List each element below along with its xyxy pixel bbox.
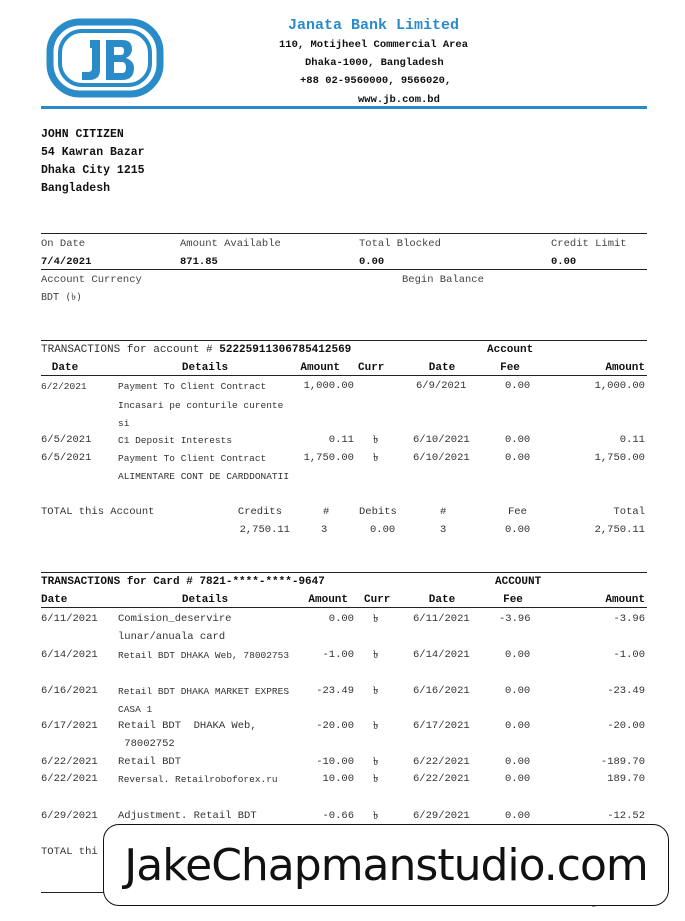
taka-currency-icon: ৳: [373, 612, 379, 625]
fee-total-value: 0.00: [505, 524, 531, 536]
taka-currency-icon: ৳: [373, 451, 379, 464]
summary-top-rule: [41, 233, 647, 234]
table-row-total: 1,750.00: [594, 452, 645, 464]
table-row-total: -12.52: [607, 810, 645, 822]
count2-label: #: [440, 506, 447, 518]
table-row-details: Retail BDT: [118, 756, 182, 768]
table-row-date: 6/5/2021: [41, 452, 92, 464]
table-row-fee: 0.00: [505, 720, 531, 732]
col-fee: Fee: [503, 594, 523, 606]
card-section-top-rule: [41, 572, 647, 573]
table-row-fee: 0.00: [505, 649, 531, 661]
taka-currency-icon: ৳: [373, 719, 379, 732]
card-totals-label: TOTAL thi: [41, 846, 98, 858]
table-row-date: 6/5/2021: [41, 434, 92, 446]
bank-address-line: 110, Motijheel Commercial Area: [279, 39, 469, 51]
table-row-date2: 6/10/2021: [413, 452, 470, 464]
account-title-prefix: TRANSACTIONS for account #: [41, 344, 213, 356]
table-row-date2: 6/22/2021: [413, 773, 470, 785]
debits-value: 0.00: [370, 524, 396, 536]
table-row-date: 6/2/2021: [41, 381, 87, 392]
table-row-amount: 1,000.00: [303, 380, 354, 392]
credits-label: Credits: [237, 506, 282, 518]
table-row-fee: 0.00: [505, 685, 531, 697]
jb-logo-icon: [46, 18, 164, 98]
total-label: Total: [613, 506, 645, 518]
table-row-details: Payment To Client Contract: [118, 453, 267, 464]
account-number: 52225911306785412569: [219, 344, 352, 356]
col-curr: Curr: [364, 594, 391, 606]
table-row-details-line: CASA 1: [118, 704, 153, 715]
table-row-details: Retail BDT DHAKA Web,: [118, 720, 257, 732]
card-section-title: [41, 576, 325, 588]
taka-currency-icon: ৳: [373, 433, 379, 446]
table-row-details-line: 78002752: [118, 738, 175, 750]
table-row-fee: 0.00: [505, 810, 531, 822]
col-date: Date: [41, 594, 68, 606]
table-row-amount: 10.00: [322, 773, 354, 785]
bank-logo: [46, 18, 164, 98]
col-date2: Date: [428, 362, 456, 374]
table-row-date: 6/22/2021: [41, 756, 98, 768]
table-row-amount: 1,750.00: [303, 452, 354, 464]
table-row-amount: 0.11: [328, 434, 354, 446]
amount-available-label: Amount Available: [180, 238, 281, 250]
table-row-details-line: ALIMENTARE CONT DE CARDDONATII: [118, 471, 290, 482]
bank-address-line: Dhaka-1000, Bangladesh: [305, 57, 444, 69]
table-row-details-line: si: [118, 418, 130, 429]
table-row-details: Payment To Client Contract: [118, 381, 267, 392]
table-row-date2: 6/16/2021: [413, 685, 470, 697]
table-row-date2: 6/14/2021: [413, 649, 470, 661]
table-row-details: Adjustment. Retail BDT: [118, 810, 257, 822]
table-row-details-line: Incasari pe conturile curente: [118, 400, 284, 411]
customer-name: JOHN CITIZEN: [41, 128, 124, 141]
customer-street: 54 Kawran Bazar: [41, 146, 145, 159]
account-section-top-rule: [41, 340, 647, 341]
account-section-title: [41, 344, 351, 356]
table-row-details: Retail BDT DHAKA Web, 78002753: [118, 650, 290, 661]
on-date-label: On Date: [41, 238, 86, 250]
credit-limit-label: Credit Limit: [551, 238, 627, 250]
table-row-total: 189.70: [607, 773, 645, 785]
count1-label: #: [323, 506, 330, 518]
table-row-details-line: lunar/anuala card: [118, 631, 226, 643]
table-row-fee: 0.00: [505, 756, 531, 768]
taka-currency-icon: ৳: [373, 809, 379, 822]
taka-currency-icon: ৳: [373, 648, 379, 661]
count2-value: 3: [440, 524, 447, 536]
summary-mid-rule: [41, 269, 647, 270]
count1-value: 3: [321, 524, 328, 536]
taka-currency-icon: ৳: [373, 755, 379, 768]
debits-label: Debits: [359, 506, 397, 518]
credit-limit-value: 0.00: [551, 256, 577, 268]
taka-currency-icon: ৳: [373, 684, 379, 697]
table-row-fee: 0.00: [505, 452, 531, 464]
table-row-date2: 6/29/2021: [413, 810, 470, 822]
account-totals-label: TOTAL this Account: [41, 506, 155, 518]
customer-city: Dhaka City 1215: [41, 164, 145, 177]
table-row-details: Comision_deservire: [118, 613, 232, 625]
table-row-total: -23.49: [607, 685, 645, 697]
bank-website: www.jb.com.bd: [358, 94, 440, 106]
col-date: Date: [51, 362, 79, 374]
table-row-amount: -10.00: [316, 756, 354, 768]
table-row-date2: 6/10/2021: [413, 434, 470, 446]
col-details: Details: [181, 362, 229, 374]
table-row-details: C1 Deposit Interests: [118, 435, 233, 446]
table-row-amount: -0.66: [322, 810, 354, 822]
card-group-label: ACCOUNT: [495, 576, 542, 588]
table-row-date: 6/22/2021: [41, 773, 98, 785]
table-row-fee: -3.96: [499, 613, 531, 625]
table-row-total: 0.11: [619, 434, 645, 446]
bank-name: Janata Bank Limited: [288, 17, 460, 34]
watermark-text: JakeChapmanstudio.com: [124, 839, 648, 891]
table-row-details: Reversal. Retailroboforex.ru: [118, 774, 278, 785]
header-divider: [41, 106, 647, 109]
table-row-date: 6/29/2021: [41, 810, 98, 822]
table-row-total: -189.70: [600, 756, 645, 768]
account-currency-value: BDT (৳): [41, 292, 83, 303]
table-row-total: -20.00: [607, 720, 645, 732]
card-title-prefix: TRANSACTIONS for Card #: [41, 576, 193, 588]
col-total-amount: Amount: [605, 362, 645, 374]
table-row-amount: 0.00: [328, 613, 354, 625]
col-details: Details: [181, 594, 229, 606]
amount-available-value: 871.85: [180, 256, 218, 268]
credits-value: 2,750.11: [239, 524, 290, 536]
account-group-label: Account: [487, 344, 534, 356]
table-row-date2: 6/22/2021: [413, 756, 470, 768]
table-row-date: 6/17/2021: [41, 720, 98, 732]
col-amount: Amount: [308, 594, 348, 606]
account-currency-label: Account Currency: [41, 274, 142, 286]
total-value: 2,750.11: [594, 524, 645, 536]
total-blocked-label: Total Blocked: [359, 238, 441, 250]
customer-country: Bangladesh: [41, 182, 111, 195]
table-row-date2: 6/17/2021: [413, 720, 470, 732]
taka-currency-icon: ৳: [373, 772, 379, 785]
on-date-value: 7/4/2021: [41, 256, 92, 268]
begin-balance-label: Begin Balance: [402, 274, 484, 286]
account-header-rule: [41, 375, 647, 376]
col-curr: Curr: [358, 362, 385, 374]
col-amount: Amount: [300, 362, 340, 374]
table-row-amount: -23.49: [316, 685, 354, 697]
table-row-fee: 0.00: [505, 434, 531, 446]
col-total-amount: Amount: [605, 594, 645, 606]
watermark-banner: [103, 824, 669, 906]
table-row-date2: 6/9/2021: [416, 380, 467, 392]
table-row-fee: 0.00: [505, 773, 531, 785]
card-header-rule: [41, 607, 647, 608]
col-fee: Fee: [500, 362, 520, 374]
col-date2: Date: [428, 594, 456, 606]
table-row-details: Retail BDT DHAKA MARKET EXPRES: [118, 686, 290, 697]
table-row-total: -3.96: [613, 613, 645, 625]
table-row-date: 6/16/2021: [41, 685, 98, 697]
table-row-total: 1,000.00: [594, 380, 645, 392]
table-row-total: -1.00: [613, 649, 645, 661]
table-row-date2: 6/11/2021: [413, 613, 470, 625]
fee-total-label: Fee: [508, 506, 527, 518]
bank-phone: +88 02-9560000, 9566020,: [300, 75, 452, 87]
table-row-amount: -1.00: [322, 649, 354, 661]
table-row-date: 6/14/2021: [41, 649, 98, 661]
card-number: 7821-****-****-9647: [199, 576, 325, 588]
table-row-amount: -20.00: [316, 720, 354, 732]
table-row-date: 6/11/2021: [41, 613, 98, 625]
total-blocked-value: 0.00: [359, 256, 385, 268]
table-row-fee: 0.00: [505, 380, 531, 392]
